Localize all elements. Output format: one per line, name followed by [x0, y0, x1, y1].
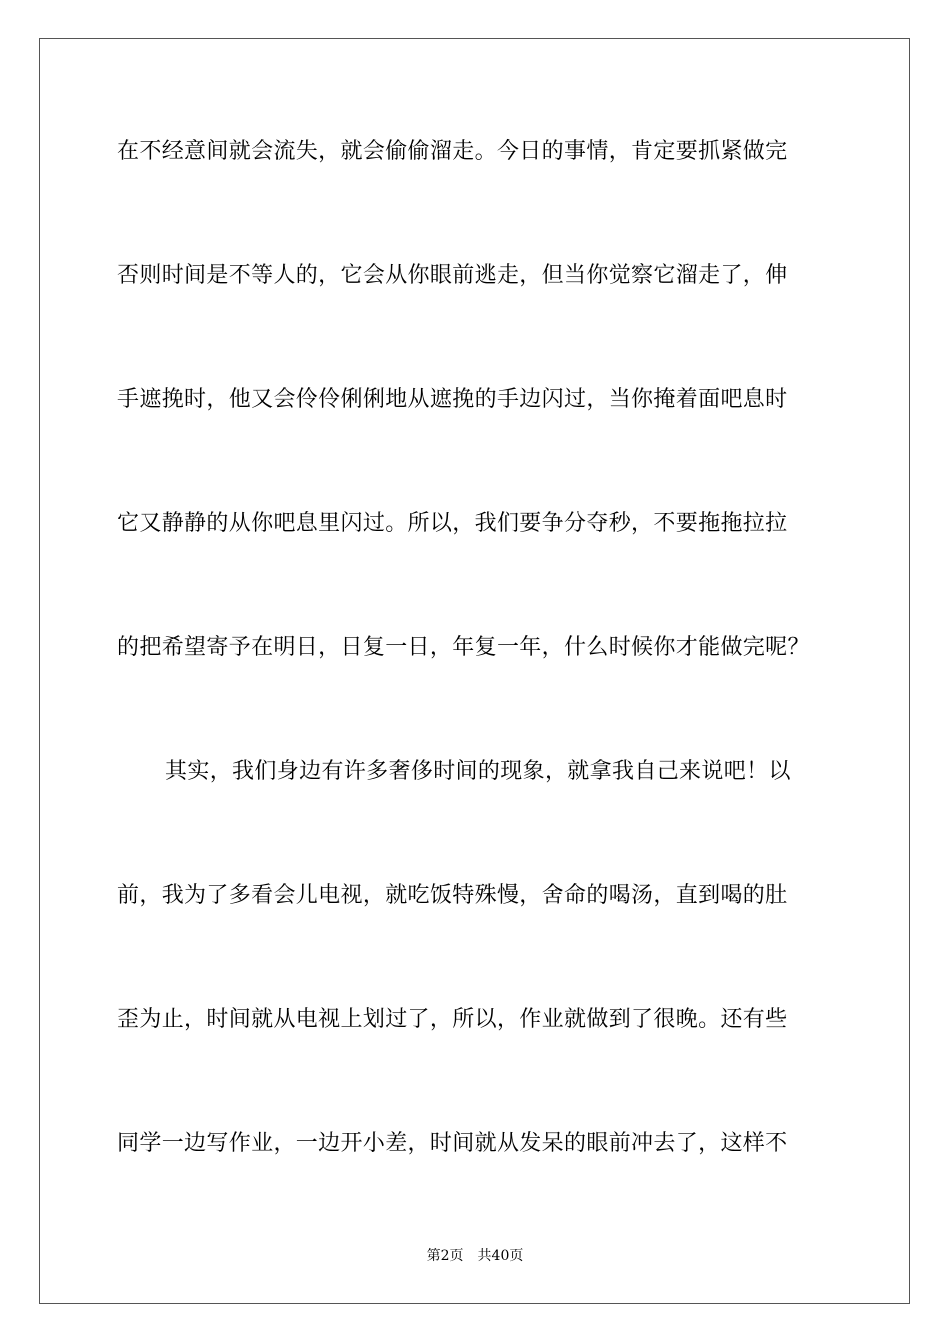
text-line-8: 歪为止，时间就从电视上划过了，所以，作业就做到了很晚。还有些 [117, 1007, 788, 1032]
text-line-5: 的把希望寄予在明日，日复一日，年复一年，什么时候你才能做完呢？ [117, 635, 810, 660]
page-footer [0, 1246, 950, 1266]
page-number: 第2页 [426, 1248, 464, 1264]
document-body [117, 124, 833, 1240]
text-line-6: 其实，我们身边有许多奢侈时间的现象，就拿我自己来说吧！以 [165, 759, 791, 784]
page-total: 共40页 [477, 1248, 524, 1264]
text-line-9: 同学一边写作业，一边开小差，时间就从发呆的眼前冲去了，这样不 [117, 1131, 788, 1156]
text-line-3: 手遮挽时，他又会伶伶俐俐地从遮挽的手边闪过，当你掩着面吧息时 [117, 387, 788, 412]
text-line-1: 在不经意间就会流失，就会偷偷溜走。今日的事情，肯定要抓紧做完 [117, 139, 788, 164]
text-line-7: 前，我为了多看会儿电视，就吃饭特殊慢，舍命的喝汤，直到喝的肚 [117, 883, 788, 908]
text-line-2: 否则时间是不等人的，它会从你眼前逃走，但当你觉察它溜走了，伸 [117, 263, 788, 288]
text-line-4: 它又静静的从你吧息里闪过。所以，我们要争分夺秒，不要拖拖拉拉 [117, 511, 788, 536]
